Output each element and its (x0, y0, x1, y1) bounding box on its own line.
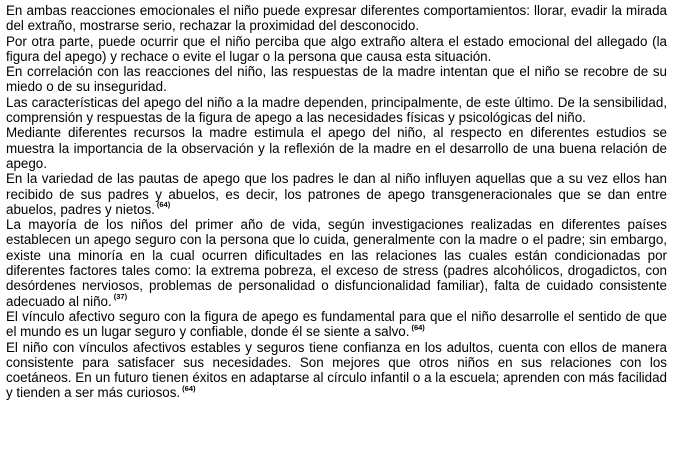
paragraph-text: El niño con vínculos afectivos estables y seguros tiene confianza en los adultos, cuenta con ellos de manera consistente para satisfacer sus necesidades. Son mejores que otros niños en sus relaciones con los coetáneos. En un futuro tienen éxitos en adaptarse al círculo infantil o a la escuela; aprenden con más facilidad y tienden a ser más curiosos. (6, 339, 667, 401)
paragraph-text: En correlación con las reacciones del niño, las respuestas de la madre intentan que el niño se recobre de su miedo o de su inseguridad. (6, 64, 667, 95)
paragraph-text: Mediante diferentes recursos la madre estimula el apego del niño, al respecto en diferentes estudios se muestra la importancia de la observación y la reflexión de la madre en el desarrollo de una buena relación de apego. (6, 125, 667, 171)
paragraph-1 (6, 3, 667, 34)
paragraph-8 (6, 309, 667, 340)
paragraph-text: La mayoría de los niños del primer año de vida, según investigaciones realizadas en diferentes países establecen un apego seguro con la persona que lo cuida, generalmente con la madre o el padre; sin embargo, existe una minoría en la cual ocurren dificultades en las relaciones las cuales están condicionadas por diferentes factores tales como: la extrema pobreza, el exceso de stress (padres alcohólicos, drogadictos, con desórdenes nerviosos, problemas de personalidad o disfuncionalidad familiar), falta de cuidado consistente adecuado al niño. (6, 217, 667, 309)
paragraph-5 (6, 125, 667, 171)
paragraph-7 (6, 217, 667, 309)
paragraph-2 (6, 34, 667, 65)
citation-reference: (64) (411, 322, 425, 332)
citation-reference: (64) (156, 200, 171, 210)
paragraph-text: En la variedad de las pautas de apego que los padres le dan al niño influyen aquellas que a su vez ellos han recibido de sus padres y abuelos, es decir, los patrones de apego transgeneracionales que se dan entre abuelos, padres y nietos. (6, 171, 667, 217)
citation-reference: (64) (182, 383, 196, 393)
paragraph-6 (6, 171, 667, 217)
paragraph-4 (6, 95, 667, 126)
document-body (6, 3, 667, 401)
paragraph-text: Por otra parte, puede ocurrir que el niño perciba que algo extraño altera el estado emocional del allegado (la figura del apego) y rechace o evite el lugar o la persona que causa esta situación. (6, 33, 667, 64)
paragraph-text: Las características del apego del niño a la madre dependen, principalmente, de este último. De la sensibilidad, comprensión y respuestas de la figura de apego a las necesidades físicas y psicológicas del niño. (6, 94, 667, 126)
citation-reference: (37) (113, 292, 128, 302)
paragraph-3 (6, 64, 667, 95)
paragraph-text: El vínculo afectivo seguro con la figura de apego es fundamental para que el niño desarrolle el sentido de que el mundo es un lugar seguro y confiable, donde él se siente a salvo. (6, 308, 667, 340)
paragraph-9 (6, 340, 667, 401)
paragraph-text: En ambas reacciones emocionales el niño puede expresar diferentes comportamientos: llorar, evadir la mirada del extraño, mostrarse serio, rechazar la proximidad del desconocido. (6, 3, 667, 34)
